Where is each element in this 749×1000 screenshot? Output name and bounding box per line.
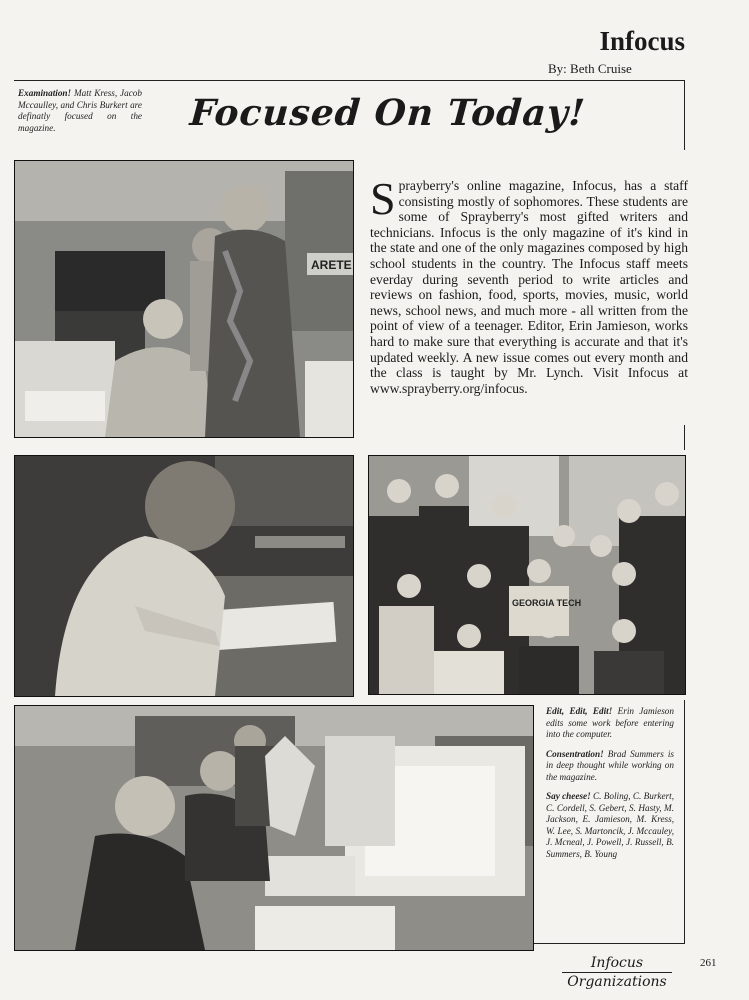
footer-section-label	[562, 955, 672, 990]
sweatshirt-text: GEORGIA TECH	[512, 598, 582, 608]
caption-lead: Edit, Edit, Edit!	[546, 706, 613, 716]
caption-text: Brad Summers is in deep thought while working on the magazine.	[546, 748, 674, 782]
photo-computer-lab	[14, 705, 534, 951]
caption-lead: Examination!	[18, 88, 72, 98]
caption-text: C. Boling, C. Burkert, C. Cordell, S. Gebert, S. Hasty, M. Jackson, E. Jamieson, M. Kress, W. Lee, S. Martoncik, J. Mccauley, J. Mcneal, J. Powell, J. Russell, B. Summers, B. Young	[546, 791, 674, 859]
footer-title: Infocus	[562, 955, 672, 973]
top-rule	[14, 80, 684, 81]
article-body	[370, 173, 688, 396]
drop-cap: S	[370, 173, 396, 224]
footer-subtitle: Organizations	[567, 974, 667, 990]
section-title: Infocus	[599, 26, 685, 56]
right-rule	[684, 80, 685, 150]
caption-lead: Say cheese!	[546, 791, 591, 801]
bottom-rule	[530, 943, 685, 944]
caption-text: Erin Jamieson edits some work before entering into the computer.	[546, 706, 674, 739]
edit-caption	[546, 706, 674, 868]
bottom-right-rule	[684, 700, 685, 944]
article-text: prayberry's online magazine, Infocus, has a staff consisting mostly of sophomores. These students are some of Sprayberry's most gifted writers and technicians. Infocus is the only magazine of it's kind in the state and one of the only magazines composed by high school students in the country. The Infocus staff meets everday during seventh period to write articles and reviews on fashion, food, sports, movies, music, world news, school news, and much more - all written from the point of view of a teenager. Editor, Erin Jamieson, works hard to make sure that everything is accurate and that it's updated weekly. A new issue comes out every month and the class is taught by Mr. Lynch. Visit Infocus at www.sprayberry.org/infocus.	[370, 178, 688, 396]
photo-group-say-cheese	[368, 455, 686, 695]
page-number: 261	[700, 957, 717, 969]
examination-caption	[18, 88, 142, 134]
caption-lead: Consentration!	[546, 748, 604, 759]
caption-text: Matt Kress, Jacob Mccaulley, and Chris Burkert are definatly focused on the magazine.	[18, 88, 142, 133]
photo-staff-at-computers	[14, 160, 354, 438]
headline: Focused On Today!	[188, 92, 587, 134]
byline: By: Beth Cruise	[548, 61, 632, 76]
article-right-rule	[684, 425, 685, 450]
wall-sign-text: ARETE	[311, 258, 352, 272]
photo-editing-work	[14, 455, 354, 697]
